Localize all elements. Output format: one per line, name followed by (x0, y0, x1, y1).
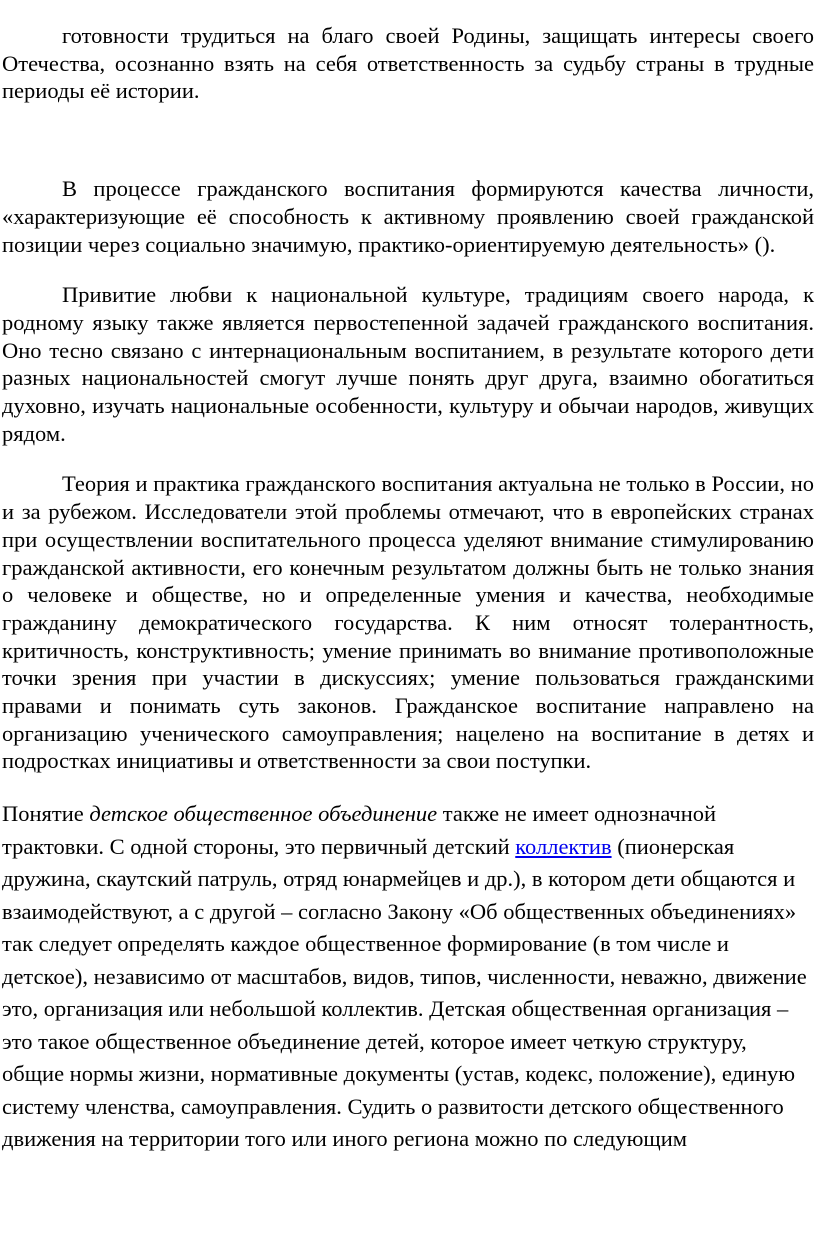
term-childrens-association: детское общественное объединение (89, 801, 438, 827)
paragraph-3: Привитие любви к национальной культуре, традициям своего народа, к родному языку также является первостепенной задачей гражданского воспитания. Оно тесно связано с интернациональным воспитанием, в результате которого дети разных национальностей смогут лучше понять друг друга, взаимно обогатиться духовно, изучать национальные особенности, культуру и обычаи народов, живущих рядом. (2, 282, 814, 446)
paragraph-5 (2, 798, 814, 1156)
paragraph-1: готовности трудиться на благо своей Родины, защищать интересы своего Отечества, осознанно взять на себя ответственность за судьбу страны в трудные периоды её истории. (2, 23, 814, 104)
paragraph-5-lead: Понятие (2, 801, 90, 827)
paragraph-5-part1: также не имеет однозначной трактовки. С одной стороны, это первичный детский (2, 801, 717, 859)
collective-link[interactable]: коллектив (515, 833, 612, 859)
paragraph-2: В процессе гражданского воспитания формируются качества личности, «характеризующие её способность к активному проявлению своей гражданской позиции через социально значимую, практико-ориентируемую деятельность» (). (2, 176, 814, 257)
paragraph-4: Теория и практика гражданского воспитания актуальна не только в России, но и за рубежом. Исследователи этой проблемы отмечают, что в европейских странах при осуществлении воспитательного процесса уделяют внимание стимулированию гражданской активности, его конечным результатом должны быть не только знания о человеке и обществе, но и определенные умения и качества, необходимые гражданину демократического государства. К ним относят толерантность, критичность, конструктивность; умение принимать во внимание противоположные точки зрения при участии в дискуссиях; умение пользоваться гражданскими правами и понимать суть законов. Гражданское воспитание направлено на организацию ученического самоуправления; нацелено на воспитание в детях и подростках инициативы и ответственности за свои поступки. (2, 471, 814, 774)
paragraph-5-part2: (пионерская дружина, скаутский патруль, отряд юнармейцев и др.), в котором дети общаются и взаимодействуют, а с другой – согласно Закону «Об общественных объединениях» так следует определять каждое общественное формирование (в том числе и детское), независимо от масштабов, видов, типов, численности, неважно, движение это, организация или небольшой коллектив. Детская общественная организация – это такое общественное объединение детей, которое имеет четкую структуру, общие нормы жизни, нормативные документы (устав, кодекс, положение), единую систему членства, самоуправления. Судить о развитости детского общественного движения на территории того или иного региона можно по следующим (2, 833, 807, 1152)
